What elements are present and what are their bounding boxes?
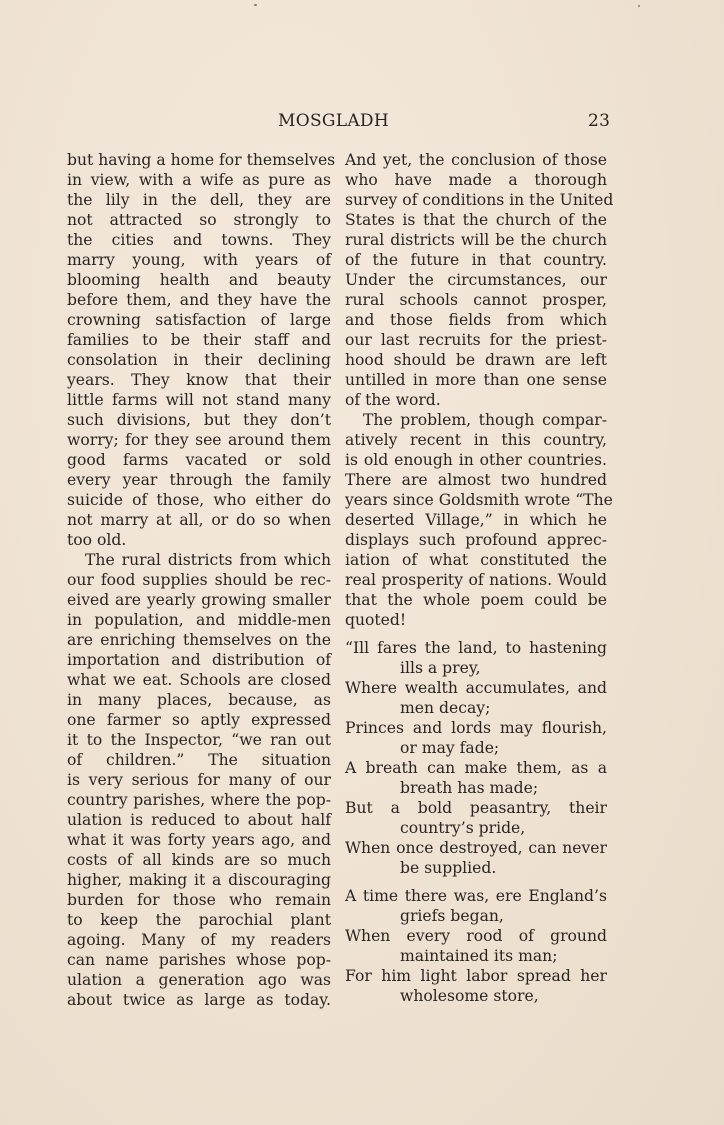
- text-line: There are almost two hundred: [345, 471, 607, 489]
- text-line: such divisions, but they don’t: [67, 411, 331, 429]
- running-title: MOSGLADH: [278, 111, 389, 131]
- text-line: the cities and towns. They: [67, 231, 331, 249]
- text-line: every year through the family: [67, 471, 331, 489]
- verse-continuation: breath has made;: [400, 779, 539, 797]
- text-line: eived are yearly growing smaller: [67, 591, 331, 609]
- text-line: deserted Village,” in which he: [345, 511, 607, 529]
- text-line: who have made a thorough: [345, 171, 607, 189]
- text-line: consolation in their declining: [67, 351, 331, 369]
- paragraph-start-line: The problem, though compar-: [363, 411, 607, 429]
- text-line: survey of conditions in the United: [345, 191, 614, 209]
- text-line: years. They know that their: [67, 371, 331, 389]
- text-line: too old.: [67, 531, 127, 549]
- text-line: ulation is reduced to about half: [67, 811, 331, 829]
- verse-line: When every rood of ground: [345, 927, 607, 945]
- verse-line: Princes and lords may flourish,: [345, 719, 607, 737]
- text-line: suicide of those, who either do: [67, 491, 331, 509]
- prose-block: [345, 150, 614, 630]
- text-line: agoing. Many of my readers: [67, 931, 331, 949]
- verse-continuation: maintained its man;: [400, 947, 558, 965]
- text-line: costs of all kinds are so much: [67, 851, 331, 869]
- text-line: blooming health and beauty: [67, 271, 331, 289]
- text-line: crowning satisfaction of large: [67, 311, 331, 329]
- text-line: it to the Inspector, “we ran out: [67, 731, 331, 749]
- text-line: is old enough in other countries.: [345, 451, 607, 469]
- poem-stanza-2: [345, 886, 607, 1006]
- text-line: not attracted so strongly to: [67, 211, 331, 229]
- text-line: our last recruits for the priest-: [345, 331, 607, 349]
- text-line: to keep the parochial plant: [67, 911, 331, 929]
- text-line: worry; for they see around them: [67, 431, 331, 449]
- poem-stanza-1: [345, 638, 607, 878]
- text-line: years since Goldsmith wrote “The: [345, 491, 613, 509]
- page-number: 23: [588, 111, 611, 131]
- text-line: the lily in the dell, they are: [67, 191, 331, 209]
- verse-line: Where wealth accumulates, and: [345, 679, 607, 697]
- text-line: are enriching themselves on the: [67, 631, 331, 649]
- text-line: about twice as large as today.: [67, 991, 331, 1009]
- text-line: hood should be drawn are left: [345, 351, 607, 369]
- text-line: can name parishes whose pop-: [67, 951, 331, 969]
- text-line: Under the circumstances, our: [345, 271, 607, 289]
- text-line: good farms vacated or sold: [67, 451, 331, 469]
- text-line: of children.” The situation: [67, 751, 331, 769]
- text-line: untilled in more than one sense: [345, 371, 607, 389]
- left-column: [67, 150, 336, 1010]
- verse-line: For him light labor spread her: [345, 967, 607, 985]
- text-line: burden for those who remain: [67, 891, 331, 909]
- text-line: displays such profound apprec-: [345, 531, 607, 549]
- text-line: higher, making it a discouraging: [67, 871, 331, 889]
- text-line: our food supplies should be rec-: [67, 571, 331, 589]
- text-line: marry young, with years of: [67, 251, 331, 269]
- paper-speck: [254, 4, 257, 6]
- page-header: [0, 111, 724, 135]
- paper-speck: [638, 5, 640, 7]
- text-line: what it was forty years ago, and: [67, 831, 331, 849]
- verse-continuation: griefs began,: [400, 907, 504, 925]
- verse-line: When once destroyed, can never: [345, 839, 607, 857]
- text-line: in population, and middle-men: [67, 611, 331, 629]
- text-line: of the word.: [345, 391, 441, 409]
- text-line: real prosperity of nations. Would: [345, 571, 607, 589]
- text-line: is very serious for many of our: [67, 771, 331, 789]
- text-line: in many places, because, as: [67, 691, 331, 709]
- text-line: country parishes, where the pop-: [67, 791, 331, 809]
- text-line: families to be their staff and: [67, 331, 331, 349]
- verse-line: A breath can make them, as a: [345, 759, 607, 777]
- text-line: what we eat. Schools are closed: [67, 671, 331, 689]
- text-line: rural schools cannot prosper,: [345, 291, 607, 309]
- text-line: ulation a generation ago was: [67, 971, 331, 989]
- text-line: that the whole poem could be: [345, 591, 607, 609]
- verse-line: A time there was, ere England’s: [345, 887, 607, 905]
- text-line: quoted!: [345, 611, 407, 629]
- text-line: not marry at all, or do so when: [67, 511, 331, 529]
- verse-continuation: or may fade;: [400, 739, 500, 757]
- text-line: atively recent in this country,: [345, 431, 607, 449]
- text-line: of the future in that country.: [345, 251, 607, 269]
- paragraph-start-line: The rural districts from which: [85, 551, 331, 569]
- text-line: And yet, the conclusion of those: [345, 151, 607, 169]
- text-line: but having a home for themselves: [67, 151, 336, 169]
- text-line: little farms will not stand many: [67, 391, 331, 409]
- verse-continuation: country’s pride,: [400, 819, 526, 837]
- verse-line: “Ill fares the land, to hastening: [345, 639, 607, 657]
- text-line: importation and distribution of: [67, 651, 331, 669]
- right-column: [345, 150, 614, 1006]
- verse-line: But a bold peasantry, their: [345, 799, 607, 817]
- verse-continuation: be supplied.: [400, 859, 497, 877]
- text-line: rural districts will be the church: [345, 231, 607, 249]
- text-line: iation of what constituted the: [345, 551, 607, 569]
- text-line: and those fields from which: [345, 311, 607, 329]
- text-line: one farmer so aptly expressed: [67, 711, 331, 729]
- verse-continuation: ills a prey,: [400, 659, 481, 677]
- text-line: before them, and they have the: [67, 291, 331, 309]
- verse-continuation: wholesome store,: [400, 987, 539, 1005]
- verse-continuation: men decay;: [400, 699, 491, 717]
- text-line: in view, with a wife as pure as: [67, 171, 331, 189]
- text-line: States is that the church of the: [345, 211, 607, 229]
